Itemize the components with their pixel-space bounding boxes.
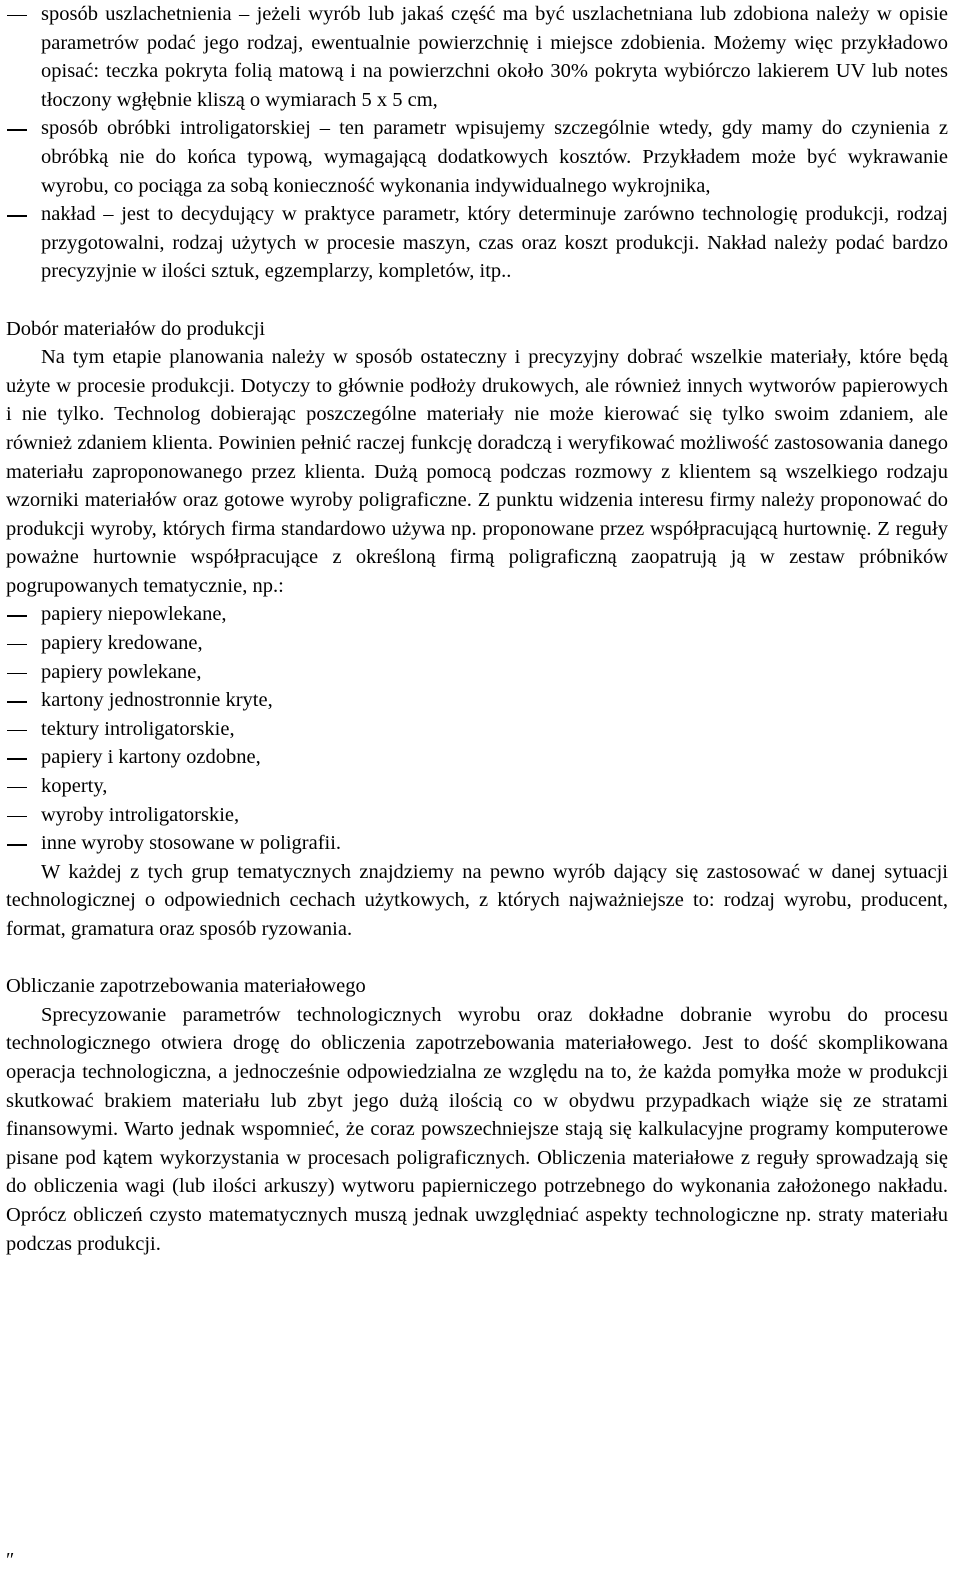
list-item-text: papiery i kartony ozdobne, xyxy=(41,746,261,769)
list-item-text: sposób obróbki introligatorskiej – ten parametr wpisujemy szczególnie wtedy, gdy mamy do czynienia z obróbką nie do końca typową, wymagającą dodatkowych kosztów. Przykładem może być wykrawanie wyrobu, co pociąga za sobą konieczność wykonania indywidualnego wykrojnika, xyxy=(41,117,948,197)
list-item xyxy=(6,0,948,114)
paragraph-materials: Na tym etapie planowania należy w sposób ostateczny i precyzyjny dobrać wszelkie materiały, które będą użyte w procesie produkcji. Dotyczy to głównie podłoży drukowych, ale również innych wytworów papierowych i nie tylko. Technolog dobierając poszczególne materiały nie może kierować się tylko swoim zdaniem, ale również zdaniem klienta. Powinien pełnić raczej funkcję doradczą i weryfikować możliwość zastosowania danego materiału zaproponowanego przez klienta. Dużą pomocą podczas rozmowy z klientem są wszelkiego rodzaju wzorniki materiałów oraz gotowe wyroby poligraficzne. Z punktu widzenia interesu firmy należy proponować do produkcji wyroby, których firma standardowo używa np. proponowane przez współpracującą hurtownię. Z reguły poważne hurtownie współpracujące z określoną firmą poligraficzną zaopatrują ją w zestaw próbników pogrupowanych tematycznie, np.: xyxy=(6,346,948,597)
list-item-text: inne wyroby stosowane w poligrafii. xyxy=(41,832,342,855)
list-item xyxy=(6,686,948,715)
list-item-text: sposób uszlachetnienia – jeżeli wyrób lub jakaś część ma być uszlachetniana lub zdobiona należy w opisie parametrów podać jego rodzaj, ewentualnie powierzchnię i miejsce zdobienia. Możemy więc przykładowo opisać: teczka pokryta folią matową i na powierzchni około 30% pokryta wybiórczo lakierem UV lub notes tłoczony wgłębnie kliszą o wymiarach 5 x 5 cm, xyxy=(41,3,948,111)
list-item xyxy=(6,629,948,658)
list-item xyxy=(6,715,948,744)
paragraph-calculation: Sprecyzowanie parametrów technologicznych wyrobu oraz dokładne dobranie wyrobu do procesu technologicznego otwiera drogę do obliczenia zapotrzebowania materiałowego. Jest to dość skomplikowana operacja technologiczna, a jednocześnie odpowiedzialna ze względu na to, że każda pomyłka może w produkcji skutkować brakiem materiału lub zbyt jego dużą ilością co w obydwu przypadkach wiąże się ze stratami finansowymi. Warto jednak wspomnieć, że coraz powszechniejsze stają się kalkulacyjne programy komputerowe pisane pod kątem wykorzystania w procesach poligraficznych. Obliczenia materiałowe z reguły sprowadzają się do obliczenia wagi (lub ilości arkuszy) wytworu papierniczego potrzebnego do wykonania założonego nakładu. Oprócz obliczeń czysto matematycznych muszą jednak uwzględniać aspekty technologiczne np. straty materiału podczas produkcji. xyxy=(6,1003,948,1255)
document-page xyxy=(6,0,948,1258)
list-item-text: papiery powlekane, xyxy=(41,660,202,683)
list-item xyxy=(6,658,948,687)
list-item xyxy=(6,600,948,629)
list-item-text: papiery kredowane, xyxy=(41,632,203,655)
list-item-text: tektury introligatorskie, xyxy=(41,717,235,740)
list-item xyxy=(6,200,948,286)
footer-mark: ″ xyxy=(6,1549,15,1571)
list-item xyxy=(6,114,948,200)
list-item xyxy=(6,829,948,858)
spacer xyxy=(6,944,948,973)
section-heading-calculation: Obliczanie zapotrzebowania materiałowego xyxy=(6,975,366,998)
paragraph-materials-closing: W każdej z tych grup tematycznych znajdziemy na pewno wyrób dający się zastosować w danej sytuacji technologicznej o odpowiednich cechach użytkowych, z których najważniejsze to: rodzaj wyrobu, producent, format, gramatura oraz sposób ryzowania. xyxy=(6,860,948,940)
list-item-text: nakład – jest to decydujący w praktyce parametr, który determinuje zarówno technologię produkcji, rodzaj przygotowalni, rodzaj użytych w procesie maszyn, czas oraz koszt produkcji. Nakład należy podać bardzo precyzyjnie w ilości sztuk, egzemplarzy, kompletów, itp.. xyxy=(41,203,948,283)
list-item-text: wyroby introligatorskie, xyxy=(41,803,240,826)
spacer xyxy=(6,286,948,315)
list-item-text: papiery niepowlekane, xyxy=(41,603,227,626)
list-item-text: kartony jednostronnie kryte, xyxy=(41,689,273,712)
section-heading-materials: Dobór materiałów do produkcji xyxy=(6,317,266,340)
list-item xyxy=(6,772,948,801)
list-item xyxy=(6,801,948,830)
list-item-text: koperty, xyxy=(41,775,108,798)
list-item xyxy=(6,743,948,772)
